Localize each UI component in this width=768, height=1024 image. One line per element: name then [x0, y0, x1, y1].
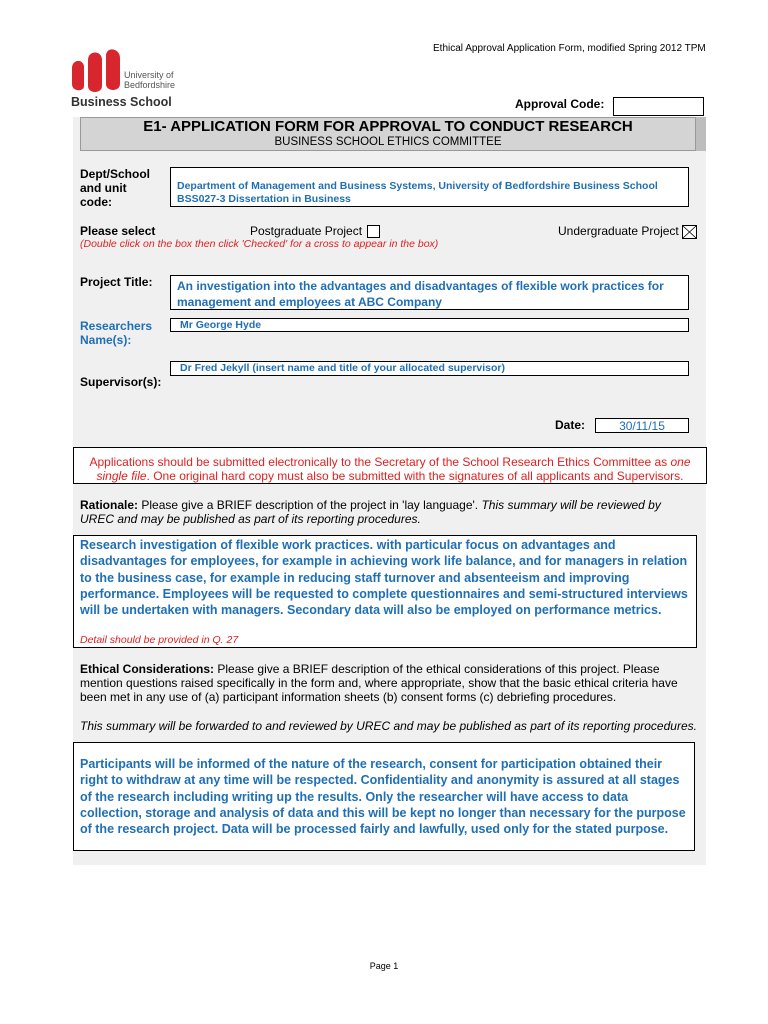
researchers-label: Researchers Name(s): — [80, 319, 153, 347]
date-field[interactable]: 30/11/15 — [595, 418, 689, 433]
header-note: Ethical Approval Application Form, modified Spring 2012 TPM — [433, 43, 706, 54]
select-label: Please select — [80, 224, 156, 238]
supervisor-field[interactable]: Dr Fred Jekyll (insert name and title of your allocated supervisor) — [170, 361, 689, 376]
dept-label: Dept/School and unit code: — [80, 167, 151, 209]
rationale-detail-note: Detail should be provided in Q. 27 — [80, 634, 239, 646]
rationale-answer: Research investigation of flexible work practices. with particular focus on advantages and disadvantages for employees, for example in achieving work life balance, and for managers in relation to the business case, for example in reducing staff turnover and absenteeism and improving performance. Employees will be requested to complete questionnaires and semi-structured interviews will be undertaken with managers. Secondary data will also be employed on performance metrics. — [80, 538, 688, 618]
logo-school-name: Business School — [71, 95, 172, 109]
form-title: E1- APPLICATION FORM FOR APPROVAL TO CONDUCT RESEARCH — [143, 118, 633, 135]
approval-code-label: Approval Code: — [515, 97, 605, 111]
ethical-instructions: Ethical Considerations: Please give a BRIEF description of the ethical considerations of this project. Please mention questions raised specifically in the form and, where appropriate, show that the basic ethical criteria have been met in any use of (a) participant information sheets (b) consent forms (c) debriefing procedures. — [80, 662, 678, 704]
postgraduate-label: Postgraduate Project — [250, 224, 363, 238]
researchers-field[interactable]: Mr George Hyde — [170, 318, 689, 332]
undergraduate-label: Undergraduate Project — [558, 224, 679, 238]
date-label: Date: — [555, 418, 586, 432]
postgraduate-checkbox[interactable] — [367, 225, 380, 238]
ethical-review-note: This summary will be forwarded to and reviewed by UREC and may be published as part of its reporting procedures. — [80, 719, 697, 733]
rationale-instructions: Rationale: Please give a BRIEF description of the project in 'lay language'. This summary will be reviewed by UREC and may be published as part of its reporting procedures. — [80, 498, 661, 526]
dept-field[interactable]: Department of Management and Business Systems, University of Bedfordshire Business School BSS027-3 Dissertation in Business — [170, 167, 689, 207]
title-shadow — [696, 117, 706, 151]
page-number: Page 1 — [369, 961, 399, 971]
submission-notice: Applications should be submitted electronically to the Secretary of the School Research Ethics Committee as one single file. One original hard copy must also be submitted with the signatures of all applicants and Supervisors. — [73, 447, 707, 484]
project-title-label: Project Title: — [80, 275, 153, 289]
project-title-field[interactable]: An investigation into the advantages and disadvantages of flexible work practices for management and employees at ABC Company — [170, 275, 689, 310]
ethical-answer-box[interactable] — [73, 742, 695, 851]
supervisor-label: Supervisor(s): — [80, 375, 162, 389]
ethical-answer: Participants will be informed of the nature of the research, consent for participation obtained their right to withdraw at any time will be respected. Confidentiality and anonymity is assured at all stages of the research including writing up the results. Only the researcher will have access to data collection, storage and analysis of data and this will be kept no longer than necessary for the purpose of the research project. Data will be processed fairly and lawfully, used only for the stated purpose. — [80, 757, 686, 837]
select-hint: (Double click on the box then click 'Checked' for a cross to appear in the box) — [80, 238, 439, 250]
rationale-answer-box[interactable] — [73, 535, 697, 648]
approval-code-field[interactable] — [613, 97, 704, 116]
logo-university-text: University of Bedfordshire — [124, 70, 176, 90]
undergraduate-checkbox[interactable] — [682, 225, 697, 239]
form-subtitle: BUSINESS SCHOOL ETHICS COMMITTEE — [274, 136, 502, 148]
